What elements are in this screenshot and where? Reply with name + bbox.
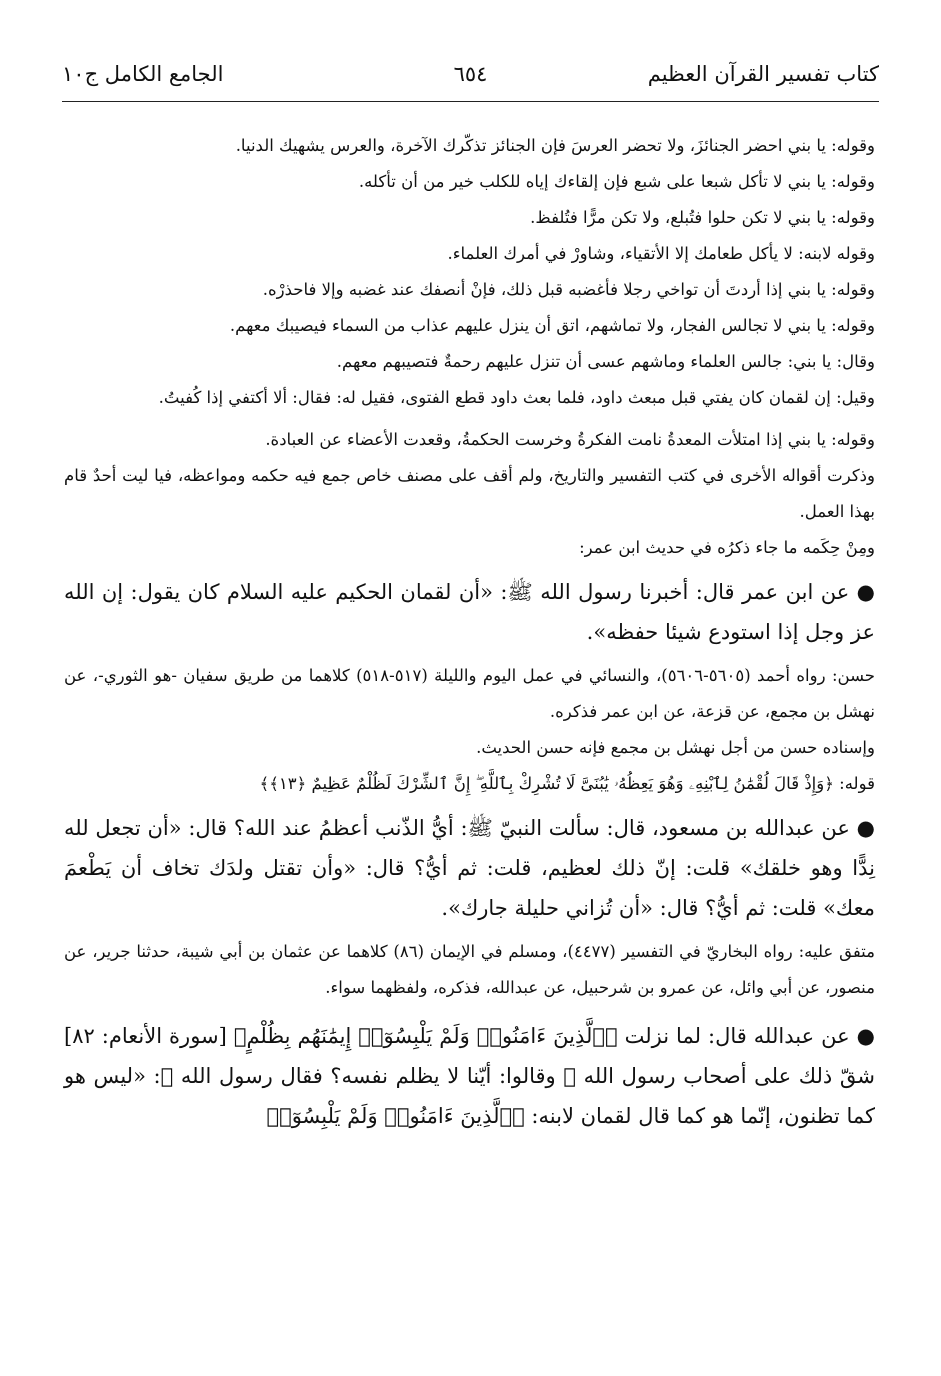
paragraph: وقوله: يا بني لا تجالس الفجار، ولا تماشهم، اتق أن ينزل عليهم عذاب من السماء فيصيبك معهم.: [229, 316, 875, 335]
quran-verse: قوله: ﴿وَإِذْ قَالَ لُقْمَٰنُ لِٱبْنِهِۦ وَهُوَ يَعِظُهُۥ يَٰبُنَىَّ لَا تُشْرِكْ بِٱللَّهِ ۖ إِنَّ ٱلشِّرْكَ لَظُلْمٌ عَظِيمٌ ﴿١٣﴾﴾: [259, 774, 875, 793]
hadith-paragraph: ● عن عبدالله قال: لما نزلت ﴿ٱلَّذِينَ ءَامَنُوا۟ وَلَمْ يَلْبِسُوٓا۟ إِيمَٰنَهُم بِظُلْمٍ﴾ [سورة الأنعام: ٨٢] شقّ ذلك على أصحاب رسول الله ﷺ وقالوا: أيّنا لا يظلم نفسه؟ فقال رسول الله ﷺ: «ليس هو كما تظنون، إنّما هو كما قال لقمان لابنه: ﴿ٱلَّذِينَ ءَامَنُوا۟ وَلَمْ يَلْبِسُوٓا۟: [64, 1024, 875, 1128]
book-title: كتاب تفسير القرآن العظيم: [647, 62, 879, 86]
paragraph: وقوله: يا بني لا تأكل شبعا على شبع فإن إلقاءك إياه للكلب خير من أن تأكله.: [358, 172, 875, 191]
hadith-paragraph: ● عن عبدالله بن مسعود، قال: سألت النبيّ ﷺ: أيُّ الذّنب أعظمُ عند الله؟ قال: «أن تجعل لله نِدًّا وهو خلقك» قلت: إنّ ذلك لعظيم، قلت: ثم أيُّ؟ قال: «وأن تقتل ولدَك تخاف أن يَطْعمَ معك» قلت: ثم أيُّ؟ قال: «أن تُزاني حليلة جارك».: [64, 816, 875, 920]
paragraph: وذكرت أقواله الأخرى في كتب التفسير والتاريخ، ولم أقف على مصنف خاص جمع فيه حكمه ومواعظه، فيا ليت أحدٌ قام بهذا العمل.: [64, 466, 875, 521]
takhrij-paragraph: حسن: رواه أحمد (٥٦٠٥-٥٦٠٦)، والنسائي في عمل اليوم والليلة (٥١٧-٥١٨) كلاهما من طريق سفيان -هو الثوري-، عن نهشل بن مجمع، عن قزعة، عن ابن عمر فذكره.: [64, 666, 875, 721]
page-header: [62, 62, 879, 100]
paragraph: وقيل: إن لقمان كان يفتي قبل مبعث داود، فلما بعث داود قطع الفتوى، فقيل له: فقال: ألا أكتفي إذا كُفيتُ.: [158, 388, 875, 407]
paragraph: وقوله: يا بني احضر الجنائزَ، ولا تحضر العرسَ فإن الجنائز تذكّرك الآخرة، والعرس يشهيك الدنيا.: [235, 136, 875, 155]
paragraph: وقال: يا بني: جالس العلماء وماشهم عسى أن تنزل عليهم رحمةٌ فتصيبهم معهم.: [336, 352, 875, 371]
takhrij-paragraph: متفق عليه: رواه البخاريّ في التفسير (٤٤٧٧)، ومسلم في الإيمان (٨٦) كلاهما عن عثمان بن أبي شيبة، حدثنا جرير، عن منصور، عن أبي وائل، عن عمرو بن شرحبيل، عن عبدالله، فذكره، ولفظهما سواء.: [64, 942, 875, 997]
volume-label: الجامع الكامل ج١٠: [62, 62, 224, 86]
page-number: ٦٥٤: [453, 62, 488, 86]
header-rule: [62, 101, 879, 102]
paragraph: وقوله: يا بني لا تكن حلوا فتُبلع، ولا تكن مرًّا فتُلفظ.: [530, 208, 875, 227]
paragraph: ومِنْ حِكَمه ما جاء ذكرُه في حديث ابن عمر:: [579, 538, 875, 557]
hadith-paragraph: ● عن ابن عمر قال: أخبرنا رسول الله ﷺ: «أن لقمان الحكيم عليه السلام كان يقول: إن الله عز وجل إذا استودع شيئا حفظه».: [64, 580, 875, 644]
page-body: [64, 128, 875, 1136]
paragraph: وقوله: يا بني إذا أردتَ أن تواخي رجلا فأغضبه قبل ذلك، فإنْ أنصفك عند غضبه وإلا فاحذرْه.: [262, 280, 875, 299]
paragraph: وإسناده حسن من أجل نهشل بن مجمع فإنه حسن الحديث.: [476, 738, 875, 757]
paragraph: وقوله لابنه: لا يأكل طعامك إلا الأتقياء، وشاورْ في أمرك العلماء.: [447, 244, 875, 263]
paragraph: وقوله: يا بني إذا امتلأت المعدةُ نامت الفكرةُ وخرست الحكمةُ، وقعدت الأعضاء عن العبادة.: [265, 430, 875, 449]
